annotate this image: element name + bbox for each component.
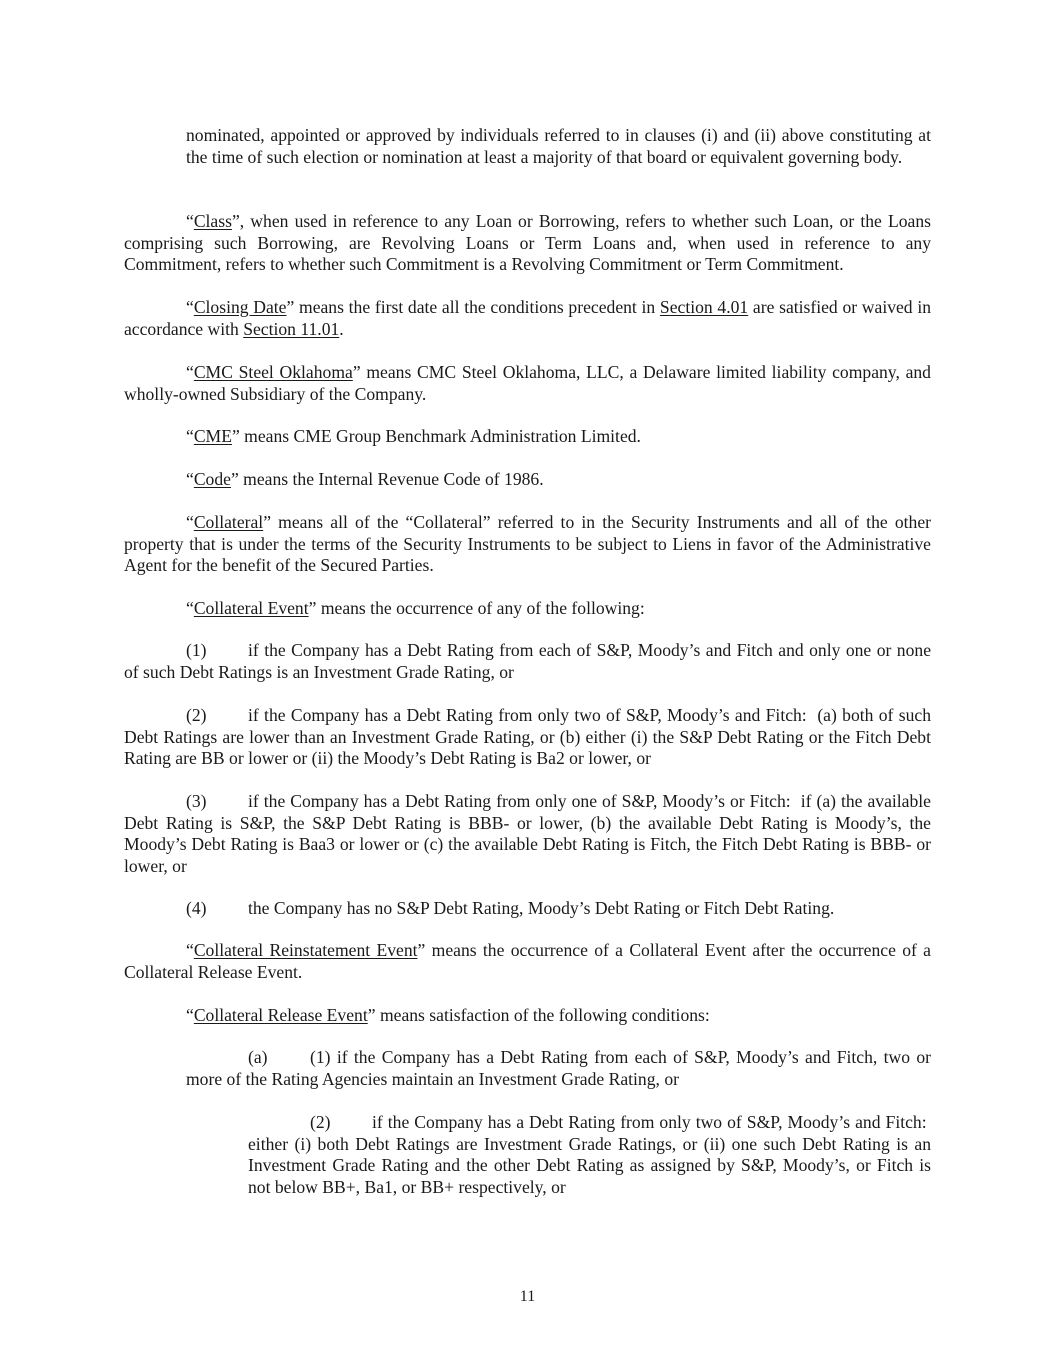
item-number: (2) bbox=[186, 705, 207, 725]
definition-code: “Code” means the Internal Revenue Code of 1986. bbox=[186, 469, 544, 489]
definition-collateral: “Collateral” means all of the “Collateral” referred to in the Security Instruments and all of the other property that is under the terms of the Security Instruments to be subject to Liens in favor of the Administrative Agent for the benefit of the Secured Parties. bbox=[124, 512, 931, 576]
release-condition-a bbox=[186, 1047, 931, 1090]
definition-closing-date: “Closing Date” means the first date all the conditions precedent in Section 4.01 are satisfied or waived in accordance with Section 11.01. bbox=[124, 297, 932, 339]
definition-text: are satisfied or waived in accordance with bbox=[124, 297, 932, 339]
list-item bbox=[124, 898, 931, 920]
item-text: (1) if the Company has a Debt Rating from each of S&P, Moody’s and Fitch, two or more of the Rating Agencies maintain an Investment Grade Rating, or bbox=[186, 1047, 931, 1089]
item-text: if the Company has a Debt Rating from only two of S&P, Moody’s and Fitch: either (i) both Debt Ratings are Investment Grade Ratings, or (ii) one such Debt Rating is an Investment Grade Rating and the other Debt Rating as assigned by S&P, Moody’s, or Fitch is not below BB+, Ba1, or BB+ respectively, or bbox=[248, 1112, 931, 1197]
item-number: (a) bbox=[248, 1047, 268, 1067]
carryover-paragraph: nominated, appointed or approved by individuals referred to in clauses (i) and (ii) above constituting at the time of such election or nomination at least a majority of that board or equivalent governing body. bbox=[186, 125, 931, 167]
defined-term: Closing Date bbox=[193, 297, 287, 317]
defined-term: Collateral Reinstatement Event bbox=[193, 940, 418, 960]
item-text: the Company has no S&P Debt Rating, Moody’s Debt Rating or Fitch Debt Rating. bbox=[248, 898, 835, 918]
definition-text: means the occurrence of a Collateral Event after the occurrence of a Collateral Release Event. bbox=[124, 940, 931, 982]
item-number: (1) bbox=[186, 640, 207, 660]
definition-cme: “CME” means CME Group Benchmark Administration Limited. bbox=[186, 426, 641, 446]
defined-term: Class bbox=[193, 211, 232, 231]
list-item bbox=[124, 640, 931, 683]
definition-text: means the first date all the conditions precedent in bbox=[294, 297, 660, 317]
definition-text: means the occurrence of any of the following: bbox=[316, 598, 645, 618]
definition-cmc-steel-oklahoma: “CMC Steel Oklahoma” means CMC Steel Oklahoma, LLC, a Delaware limited liability company, and wholly-owned Subsidiary of the Company. bbox=[124, 362, 931, 404]
definition-text: means CME Group Benchmark Administration Limited. bbox=[239, 426, 641, 446]
definition-text: means all of the “Collateral” referred to in the Security Instruments and all of the other property that is under the terms of the Security Instruments to be subject to Liens in favor of the Administrative Agent for the benefit of the Secured Parties. bbox=[124, 512, 931, 576]
item-text: if the Company has a Debt Rating from only one of S&P, Moody’s or Fitch: if (a) the available Debt Rating is S&P, the S&P Debt Rating is BBB- or lower, (b) the available Debt Rating is Moody’s, the Moody’s Debt Rating is Baa3 or lower or (c) the available Debt Rating is Fitch, the Fitch Debt Rating is BBB- or lower, or bbox=[124, 791, 931, 876]
item-text: if the Company has a Debt Rating from only two of S&P, Moody’s and Fitch: (a) both of such Debt Ratings are lower than an Investment Grade Rating, or (b) either (i) the S&P Debt Rating or the Fitch Debt Rating are BB or lower or (ii) the Moody’s Debt Rating is Ba2 or lower, or bbox=[124, 705, 931, 769]
release-condition-a2 bbox=[248, 1112, 931, 1198]
definition-text: , when used in reference to any Loan or Borrowing, refers to whether such Loan, or the Loans comprising such Borrowing, are Revolving Loans or Term Loans and, when used in reference to any Commitment, refers to whether such Commitment is a Revolving Commitment or Term Commitment. bbox=[124, 211, 931, 275]
definition-collateral-reinstatement-event: “Collateral Reinstatement Event” means the occurrence of a Collateral Event after the occurrence of a Collateral Release Event. bbox=[124, 940, 931, 982]
list-item bbox=[124, 705, 931, 770]
definition-text: means CMC Steel Oklahoma, LLC, a Delaware limited liability company, and wholly-owned Subsidiary of the Company. bbox=[124, 362, 931, 404]
list-item bbox=[124, 791, 931, 877]
item-number: (3) bbox=[186, 791, 207, 811]
defined-term: CMC Steel Oklahoma bbox=[193, 362, 353, 382]
definition-class: “Class”, when used in reference to any Loan or Borrowing, refers to whether such Loan, or the Loans comprising such Borrowing, are Revolving Loans or Term Loans and, when used in reference to any Commitment, refers to whether such Commitment is a Revolving Commitment or Term Commitment. bbox=[124, 211, 931, 275]
section-reference: Section 11.01 bbox=[243, 318, 340, 339]
item-number: (2) bbox=[310, 1112, 331, 1132]
definition-text: . bbox=[339, 318, 344, 339]
defined-term: Collateral Event bbox=[193, 598, 309, 618]
item-text: if the Company has a Debt Rating from each of S&P, Moody’s and Fitch and only one or none of such Debt Ratings is an Investment Grade Rating, or bbox=[124, 640, 931, 682]
defined-term: Collateral bbox=[193, 512, 264, 532]
defined-term: Code bbox=[193, 469, 231, 489]
definition-text: means the Internal Revenue Code of 1986. bbox=[238, 469, 544, 489]
defined-term: CME bbox=[193, 426, 232, 446]
definition-collateral-release-event: “Collateral Release Event” means satisfaction of the following conditions: bbox=[186, 1005, 710, 1025]
definition-collateral-event: “Collateral Event” means the occurrence of any of the following: bbox=[186, 598, 645, 618]
defined-term: Collateral Release Event bbox=[193, 1005, 368, 1025]
section-reference: Section 4.01 bbox=[659, 297, 749, 317]
definition-text: means satisfaction of the following conditions: bbox=[375, 1005, 710, 1025]
item-number: (4) bbox=[186, 898, 207, 918]
page-number: 11 bbox=[519, 1288, 536, 1305]
